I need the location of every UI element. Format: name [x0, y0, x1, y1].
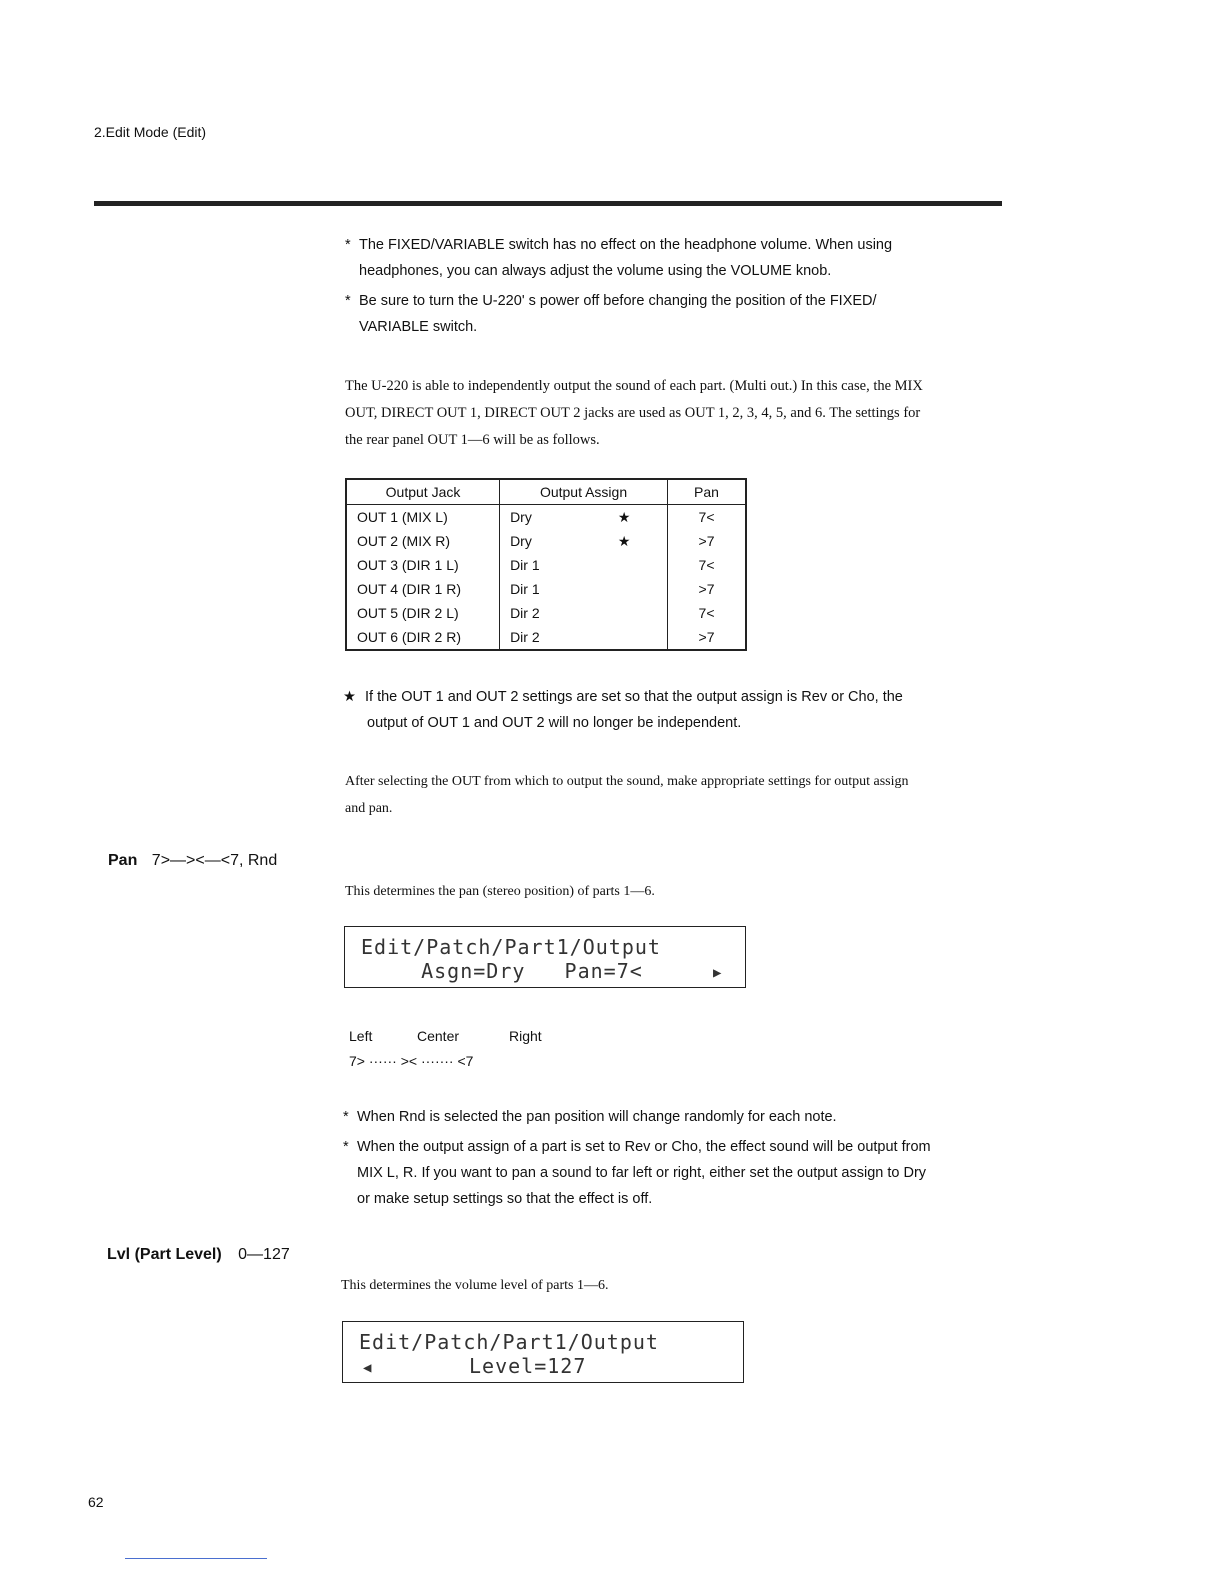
- table-row: OUT 2 (MIX R) Dry ★ >7: [346, 529, 746, 553]
- column-header-pan: Pan: [668, 479, 746, 505]
- multi-out-paragraph: The U-220 is able to independently output the sound of each part. (Multi out.) In this case, the MIX OUT, DIRECT OUT 1, DIRECT OUT 2 jacks are used as OUT 1, 2, 3, 4, 5, and 6. The settings for the rear panel OUT 1—6 will be as follows.: [345, 378, 923, 448]
- column-header-output-assign: Output Assign: [500, 479, 668, 505]
- notes-top: [345, 232, 1005, 340]
- pan-lcd-display: Edit/Patch/Part1/Output Asgn=Dry Pan=7< ▶: [344, 926, 746, 988]
- star-icon: ★: [608, 505, 668, 530]
- pan-scale-label-left: Left: [349, 1028, 373, 1044]
- table-row: OUT 6 (DIR 2 R) Dir 2 >7: [346, 625, 746, 650]
- pan-notes: [343, 1104, 1008, 1212]
- left-arrow-icon: ◀: [363, 1360, 373, 1376]
- header-rule: [94, 201, 1002, 206]
- note-fixed-variable-headphone: * The FIXED/VARIABLE switch has no effect on the headphone volume. When using headphones, you can always adjust the volume using the VOLUME knob.: [345, 237, 893, 279]
- star-icon: ★: [343, 689, 356, 705]
- table-row: OUT 4 (DIR 1 R) Dir 1 >7: [346, 577, 746, 601]
- star-note: ★ If the OUT 1 and OUT 2 settings are set so that the output assign is Rev or Cho, the output of OUT 1 and OUT 2 will no longer be independent.: [343, 684, 1008, 736]
- lvl-description: This determines the volume level of parts 1—6.: [341, 1278, 609, 1293]
- column-header-output-jack: Output Jack: [346, 479, 500, 505]
- pan-heading: Pan 7>—><—<7, Rnd: [108, 852, 278, 869]
- page-header: 2.Edit Mode (Edit): [94, 124, 207, 140]
- lvl-lcd-display: Edit/Patch/Part1/Output ◀ Level=127: [342, 1321, 744, 1383]
- note-rev-cho: * When the output assign of a part is set to Rev or Cho, the effect sound will be output from MIX L, R. If you want to pan a sound to far left or right, either set the output assign to Dry or make setup settings so that the effect is off.: [343, 1139, 931, 1207]
- output-table: [345, 478, 747, 651]
- table-row: OUT 5 (DIR 2 L) Dir 2 7<: [346, 601, 746, 625]
- table-header-row: [346, 479, 746, 505]
- pan-scale-line: 7> ······ >< ······· <7: [349, 1053, 474, 1069]
- note-rnd: * When Rnd is selected the pan position will change randomly for each note.: [343, 1109, 837, 1125]
- page-number: 62: [88, 1494, 104, 1510]
- after-paragraph: After selecting the OUT from which to output the sound, make appropriate settings for output assign and pan.: [345, 774, 909, 816]
- note-power-off: * Be sure to turn the U-220' s power off before changing the position of the FIXED/ VARIABLE switch.: [345, 293, 877, 335]
- star-icon: ★: [608, 529, 668, 553]
- table-row: OUT 1 (MIX L) Dry ★ 7<: [346, 505, 746, 530]
- pan-scale-label-center: Center: [417, 1028, 460, 1044]
- bottom-divider: [125, 1558, 267, 1559]
- table-row: OUT 3 (DIR 1 L) Dir 1 7<: [346, 553, 746, 577]
- lvl-heading: Lvl (Part Level) 0—127: [107, 1246, 290, 1263]
- pan-scale-label-right: Right: [509, 1028, 542, 1044]
- pan-description: This determines the pan (stereo position) of parts 1—6.: [345, 884, 655, 899]
- right-arrow-icon: ▶: [713, 965, 723, 981]
